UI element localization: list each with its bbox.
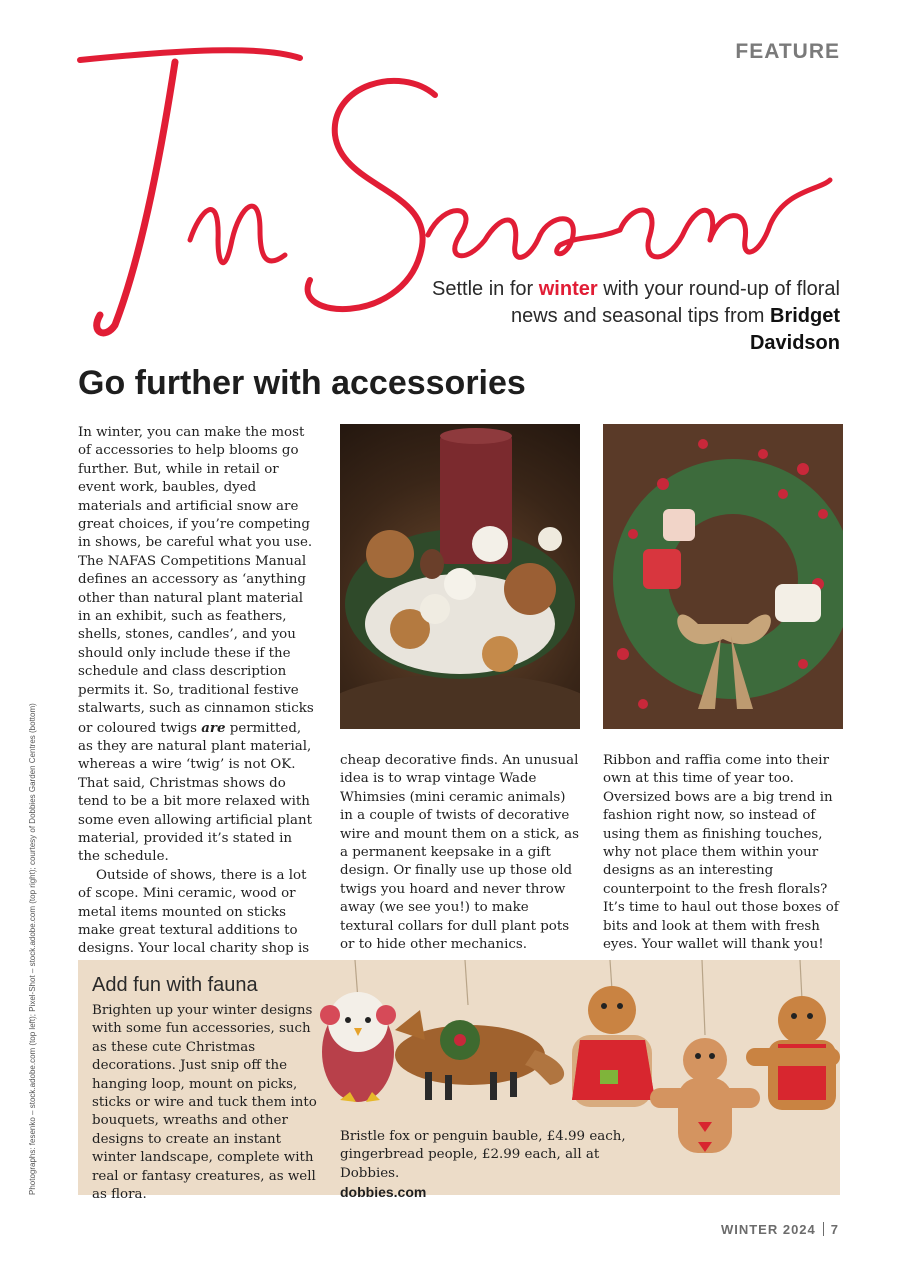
article-column-2 — [340, 752, 580, 954]
fauna-panel — [78, 960, 840, 1203]
page-footer — [721, 1222, 839, 1237]
issue-label: WINTER 2024 — [720, 1222, 816, 1237]
footer-divider — [823, 1222, 824, 1236]
article-paragraph: Ribbon and raffia come into their own at this time of year too. Oversized bows are a big trend in fashion right now, so instead of using them as finishing touches, why not place them within your designs as an interesting counterpoint to the fresh florals? It’s time to haul out those boxes of bits and look at them with fresh eyes. Your wallet will thank you! — [603, 753, 839, 953]
intro-highlight: winter — [538, 278, 598, 300]
article-column-1 — [78, 424, 316, 977]
section-headline: Go further with accessories — [78, 364, 526, 402]
article-paragraph: In winter, you can make the most of accessories to help blooms go further. But, while in retail or event work, baubles, dyed materials and artificial snow are great choices, if you’re competing in shows, be careful what you use. The NAFAS Competitions Manual defines an accessory as ‘anything other than natural plant material in an exhibit, such as feathers, shells, stones, candles’, and you should only include these if the schedule and class description permits it. So, traditional festive stalwarts, such as cinnamon sticks or coloured twigs are permitted, as they are natural plant material, whereas a wire ‘twig’ is not OK. That said, Christmas shows do tend to be a bit more relaxed with some even allowing artificial plant material, provided it’s stated in the schedule. — [78, 425, 314, 865]
article-paragraph: cheap decorative finds. An unusual idea is to wrap vintage Wade Whimsies (mini ceramic animals) in a couple of twists of decorative wire and mount them on a stick, as a permanent keepsake in a gift design. Or finally use up those old twigs you hoard and never throw away (we see you!) to make textural collars for dull plant pots or to hide other mechanics. — [340, 753, 579, 953]
intro-text: Settle in for winter with your round-up of floral news and seasonal tips from Bridget Davidson — [432, 278, 840, 354]
panel-body: Brighten up your winter designs with some fun accessories, such as these cute Christmas decorations. Just snip off the hanging loop, mount on picks, sticks or wire and tuck them into bouquets, wreaths and other designs to create an instant winter landscape, complete with real or fantasy creatures, as well as flora. — [92, 1003, 317, 1203]
panel-caption: Bristle fox or penguin bauble, £4.99 each, gingerbread people, £2.99 each, all at Dobbies. dobbies.com — [340, 1128, 660, 1202]
christmas-wreath-photo — [603, 424, 843, 729]
author-name: Bridget Davidson — [749, 305, 840, 354]
article-paragraph: Outside of shows, there is a lot of scope. Mini ceramic, wood or metal items mounted on sticks make great textural additions to designs. Your local charity shop is — [78, 867, 310, 957]
page-number: 7 — [830, 1222, 839, 1237]
article-column-3 — [603, 752, 843, 954]
section-label: FEATURE — [735, 40, 840, 63]
dobbies-link[interactable]: dobbies.com — [340, 1184, 427, 1201]
photo-credit: Photographs: fesenko – stock.adobe.com (top left); Pixel-Shot – stock.adobe.com (top right); courtesy of Dobbies Garden Centres (bottom) — [28, 703, 37, 1195]
panel-title: Add fun with fauna — [92, 974, 258, 996]
candle-centrepiece-photo — [340, 424, 580, 729]
